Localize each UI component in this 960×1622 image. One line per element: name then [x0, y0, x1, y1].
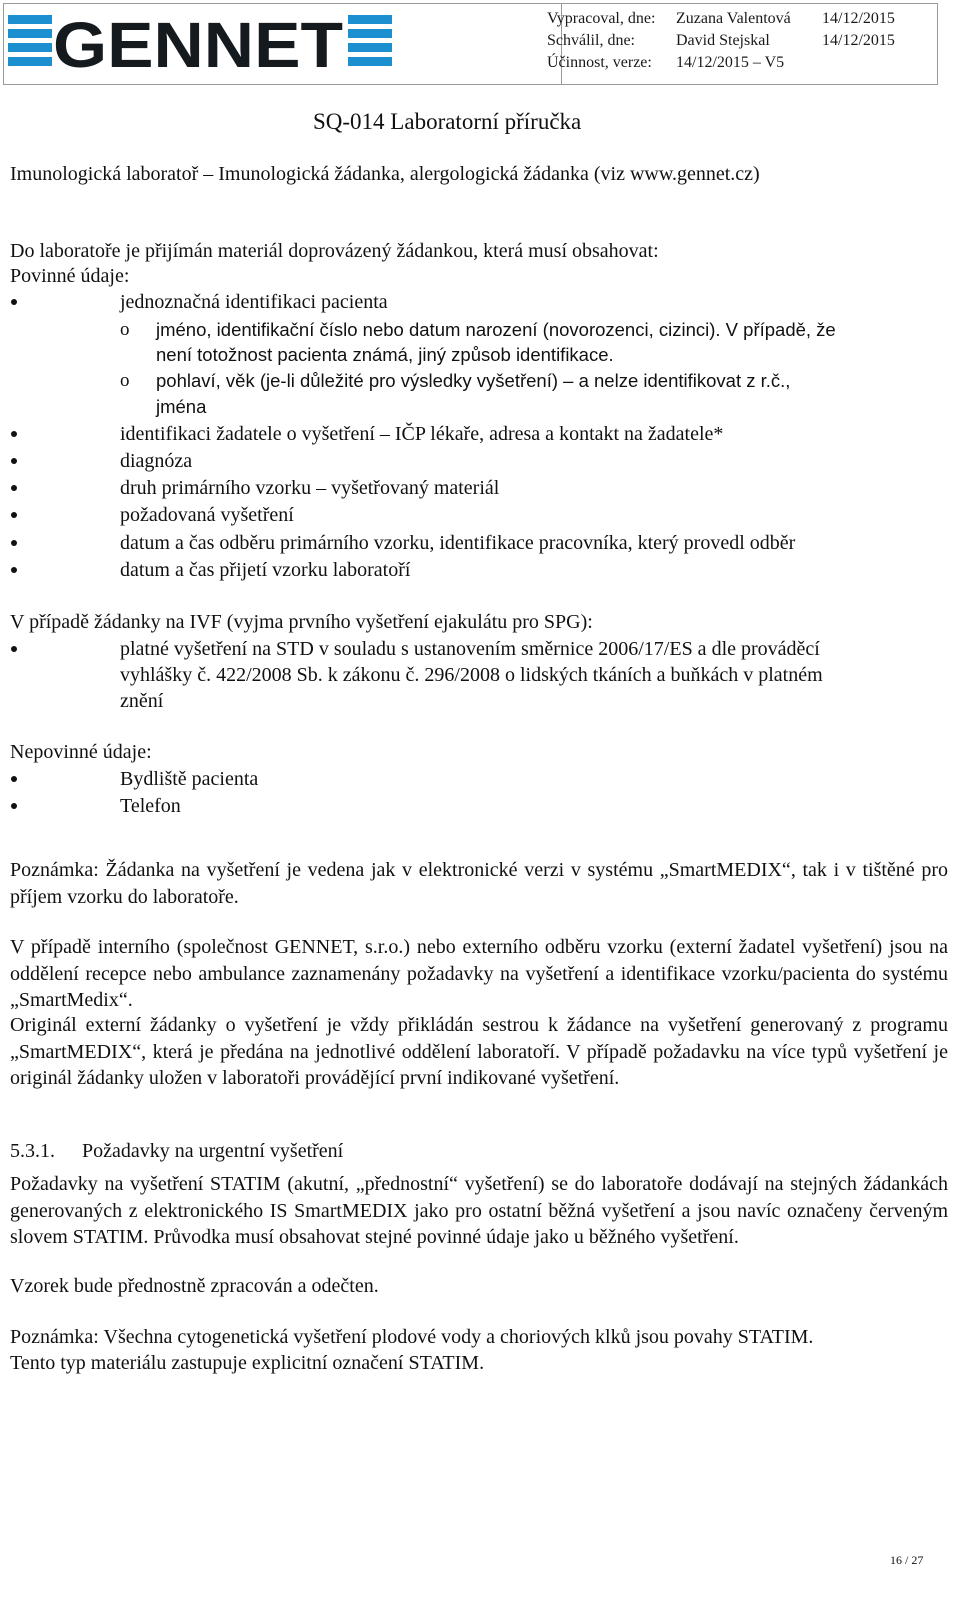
required-item-reception: datum a čas přijetí vzorku laboratoří	[120, 559, 411, 581]
paragraph-original-request: Originál externí žádanky o vyšetření je vždy přikládán sestrou k žádance na vyšetření generovaný z programu „SmartMEDIX“, která je předána na jednotlivé oddělení laboratoří. V případě požadavku na více typů vyšetření je originál žádanky uložen v laboratoři provádějící první indikované vyšetření.	[10, 1014, 948, 1089]
ivf-heading: V případě žádanky na IVF (vyjma prvního vyšetření ejakulátu pro SPG):	[10, 611, 593, 633]
optional-item-address: Bydliště pacienta	[120, 768, 259, 790]
note-cytogenetics-line-1: Poznámka: Všechna cytogenetická vyšetření plodové vody a choriových klků jsou povahy STATIM.	[10, 1326, 814, 1348]
bullet	[11, 776, 17, 782]
bullet	[11, 803, 17, 809]
approved-label: Schválil, dne:	[547, 32, 635, 49]
bullet	[11, 458, 17, 464]
effective-value: 14/12/2015 – V5	[676, 54, 785, 71]
ivf-line-1: platné vyšetření na STD v souladu s ustanovením směrnice 2006/17/ES a dle prováděcí	[120, 638, 820, 660]
section-title: Požadavky na urgentní vyšetření	[82, 1140, 344, 1162]
page-number: 16 / 27	[890, 1553, 924, 1567]
paragraph-statim: Požadavky na vyšetření STATIM (akutní, „přednostní“ vyšetření) se do laboratoře dodávají na stejných žádankách generovaných z elektronického IS SmartMEDIX jako pro ostatní běžná vyšetření a jsou navíc označeny červeným slovem STATIM. Průvodka musí obsahovat stejné povinné údaje jako u běžného vyšetření.	[10, 1173, 948, 1248]
logo-stripes-left	[8, 15, 52, 66]
approved-name: David Stejskal	[676, 32, 770, 49]
prepared-date: 14/12/2015	[822, 10, 895, 27]
prepared-name: Zuzana Valentová	[676, 10, 791, 27]
circle-bullet: o	[120, 319, 130, 340]
approved-date: 14/12/2015	[822, 32, 895, 49]
ivf-line-3: znění	[120, 690, 164, 712]
required-item-collection: datum a čas odběru primárního vzorku, identifikace pracovníka, který provedl odběr	[120, 532, 796, 554]
gennet-logo	[8, 12, 398, 74]
bullet	[11, 567, 17, 573]
paragraph-internal-external: V případě interního (společnost GENNET, s.r.o.) nebo externího odběru vzorku (externí žadatel vyšetření) jsou na oddělení recepce nebo ambulance zaznamenány požadavky na vyšetření a identifikace vzorku/pacienta do systému „SmartMedix“.	[10, 936, 948, 1011]
required-item-patient-id: jednoznačná identifikaci pacienta	[120, 291, 388, 313]
required-sub-sex: pohlaví, věk (je-li důležité pro výsledky vyšetření) – a nelze identifikovat z r.č.,	[156, 370, 791, 391]
required-sub-sex-cont: jména	[156, 396, 207, 417]
document-title: SQ-014 Laboratorní příručka	[313, 109, 582, 134]
logo-text: GENNET	[53, 12, 343, 74]
bullet	[11, 540, 17, 546]
required-sub-name: jméno, identifikační číslo nebo datum narození (novorozenci, cizinci). V případě, že	[156, 319, 836, 340]
bullet	[11, 485, 17, 491]
circle-bullet: o	[120, 370, 130, 391]
note-smartmedix: Poznámka: Žádanka na vyšetření je vedena jak v elektronické verzi v systému „SmartMEDIX“, tak i v tištěné pro příjem vzorku do laboratoře.	[10, 859, 948, 908]
required-sub-name-cont: není totožnost pacienta známá, jiný způsob identifikace.	[156, 344, 614, 365]
bullet	[11, 299, 17, 305]
section-number: 5.3.1.	[10, 1140, 55, 1162]
required-item-tests: požadovaná vyšetření	[120, 504, 294, 526]
required-item-sample-type: druh primárního vzorku – vyšetřovaný materiál	[120, 477, 500, 499]
bullet	[11, 431, 17, 437]
bullet	[11, 646, 17, 652]
intro-text: Do laboratoře je přijímán materiál doprovázený žádankou, která musí obsahovat:	[10, 240, 659, 262]
bullet	[11, 512, 17, 518]
prepared-label: Vypracoval, dne:	[547, 10, 656, 27]
required-item-requester: identifikaci žadatele o vyšetření – IČP lékaře, adresa a kontakt na žadatele*	[120, 423, 724, 445]
effective-label: Účinnost, verze:	[547, 54, 652, 71]
paragraph-priority: Vzorek bude přednostně zpracován a odečten.	[10, 1275, 379, 1297]
optional-item-phone: Telefon	[120, 795, 181, 817]
lab-line: Imunologická laboratoř – Imunologická žádanka, alergologická žádanka (viz www.gennet.cz)	[10, 163, 760, 185]
optional-heading: Nepovinné údaje:	[10, 741, 152, 763]
logo-stripes-right	[348, 15, 392, 66]
ivf-line-2: vyhlášky č. 422/2008 Sb. k zákonu č. 296/2008 o lidských tkáních a buňkách v platném	[120, 664, 823, 686]
required-item-diagnosis: diagnóza	[120, 450, 193, 472]
note-cytogenetics-line-2: Tento typ materiálu zastupuje explicitní označení STATIM.	[10, 1352, 485, 1374]
required-heading: Povinné údaje:	[10, 265, 130, 287]
